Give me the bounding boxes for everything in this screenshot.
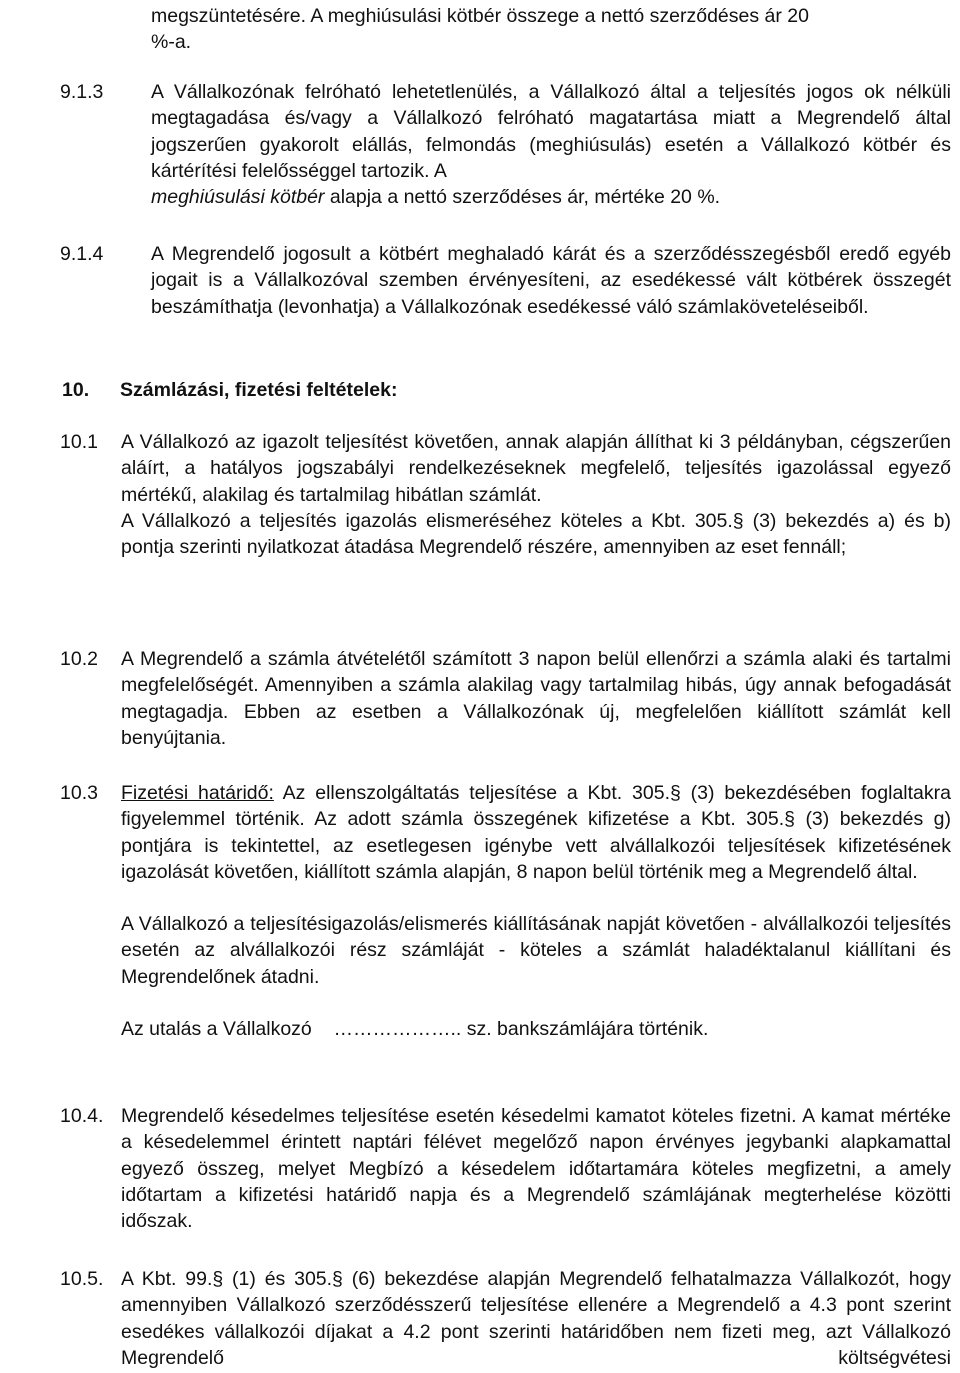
- section-9-1-4-paragraph: A Megrendelő jogosult a kötbért meghaladó kárát és a szerződésszegésből eredő egyéb jogait is a Vállalkozóval szemben érvényesíteni, az esedékessé vált kötbérek összegét beszámíthatja (levonhatja) a Vállalkozónak esedékessé váló számlaköveteléseiből.: [151, 243, 951, 318]
- section-10-5-body: [121, 1266, 951, 1371]
- section-9-1-3-body: [151, 79, 951, 210]
- section-10-1-paragraph-2: A Vállalkozó a teljesítés igazolás elismeréséhez köteles a Kbt. 305.§ (3) bekezdés a) és b) pontja szerinti nyilatkozat átadása Megrendelő részére, amennyiben az eset fennáll;: [121, 509, 951, 559]
- intro-text: [151, 3, 951, 56]
- meghiusulasi-kotber-italic: meghiúsulási kötbér: [151, 186, 325, 209]
- section-10-2-body: [121, 646, 951, 751]
- section-10-1-body: [121, 429, 951, 560]
- section-10-3-paragraph-3: Az utalás a Vállalkozó ……………….. sz. bankszámlájára történik.: [121, 1018, 709, 1041]
- intro-line-1: megszüntetésére. A meghiúsulási kötbér összege a nettó szerződéses ár 20: [151, 5, 809, 27]
- intro-line-2: %-a.: [151, 31, 192, 54]
- section-10-3-body: [121, 780, 951, 1042]
- section-10-4-paragraph: Megrendelő késedelmes teljesítése esetén késedelmi kamatot köteles fizetni. A kamat mértéke a késedelemmel érintett naptári félévet megelőző napon érvényes jegybanki alapkamattal egyező összeg, melyet Megbízó a késedelem időtartamára köteles megfizetni, a amely időtartam a kifizetési határidő napja és a Megrendelő számlájának megterhelése közötti időszak.: [121, 1105, 951, 1233]
- section-10-5-paragraph: A Kbt. 99.§ (1) és 305.§ (6) bekezdése alapján Megrendelő felhatalmazza Vállalkozót, hogy amennyiben Vállalkozó szerződésszerű teljesítése ellenére a Megrendelő a 4.3 pont szerint esedékes vállalkozói díjakat a 4.2 pont szerinti határidőben nem fizeti meg, azt Vállalkozó Megrendelő költségvétesi: [121, 1268, 951, 1369]
- section-9-1-3-text-end: alapja a nettó szerződéses ár, mértéke 20 %.: [324, 186, 721, 209]
- section-9-1-3-paragraph: [151, 79, 951, 210]
- section-number-10-1: 10.1: [60, 431, 98, 453]
- section-10-3-text: Az ellenszolgáltatás teljesítése a Kbt. 305.§ (3) bekezdésében foglaltakra figyelemmel történik. Az adott számla összegének kifizetése a Kbt. 305.§ (3) bekezdés g) pontjára is tekintettel, az esetlegesen igénybe vett alvállalkozói teljesítések kifizetésének igazolását követően, kiállított számla alapján, 8 napon belül történik meg a Megrendelő által.: [121, 782, 951, 883]
- section-number-10-2: 10.2: [60, 648, 98, 670]
- section-10-3-paragraph-2: A Vállalkozó a teljesítésigazolás/elismerés kiállításának napját követően - alvállalkozói teljesítés esetén az alvállalkozói rész számláját - köteles a számlát haladéktalanul kiállítani és Megrendelőnek átadni.: [121, 913, 951, 988]
- section-number-9-1-3: 9.1.3: [60, 81, 104, 103]
- section-10-4-body: [121, 1103, 951, 1234]
- section-9-1-3-text: A Vállalkozónak felróható lehetetlenülés, a Vállalkozó által a teljesítés jogos ok nélküli megtagadása és/vagy a Vállalkozó felróható magatartása miatt a Megrendelő által jogszerűen gyakorolt elállás, felmondás (meghiúsulás) esetén a Vállalkozó kötbér és kártérítési felelősséggel tartozik. A: [151, 81, 951, 182]
- section-10-title: Számlázási, fizetési feltételek:: [120, 379, 398, 401]
- section-number-10-4: 10.4.: [60, 1105, 104, 1127]
- payment-deadline-label: Fizetési határidő:: [121, 782, 274, 804]
- section-number-9-1-4: 9.1.4: [60, 243, 104, 265]
- section-10-1-paragraph-1: A Vállalkozó az igazolt teljesítést követően, annak alapján állíthat ki 3 példányban, cégszerűen aláírt, a hatályos jogszabályi rendelkezéseknek megfelelő, teljesítés igazolással egyező mértékű, alakilag és tartalmilag hibátlan számlát.: [121, 431, 951, 506]
- section-10-heading: [62, 377, 397, 403]
- section-10-number: 10.: [62, 379, 90, 401]
- section-9-1-4-body: [151, 241, 951, 320]
- section-number-10-5: 10.5.: [60, 1268, 104, 1290]
- section-number-10-3: 10.3: [60, 782, 98, 804]
- section-10-2-paragraph: A Megrendelő a számla átvételétől számított 3 napon belül ellenőrzi a számla alaki és tartalmi megfelelőségét. Amennyiben a számla alakilag vagy tartalmilag hibás, úgy annak befogadását megtagadja. Ebben az esetben a Vállalkozónak új, megfelelően kiállított számlát kell benyújtania.: [121, 648, 951, 749]
- section-10-3-paragraph-1: [121, 780, 951, 885]
